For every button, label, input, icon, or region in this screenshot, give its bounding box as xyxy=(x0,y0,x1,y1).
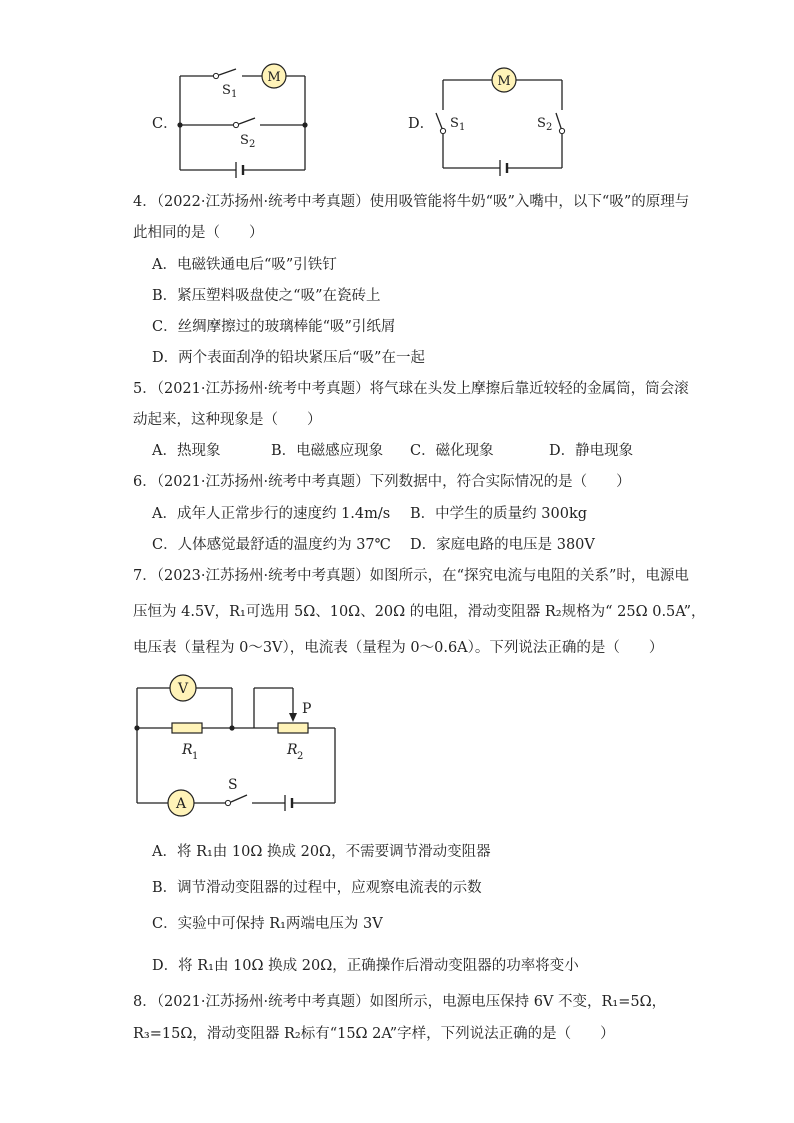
q7-option-a: A．将 R₁由 10Ω 换成 20Ω，不需要调节滑动变阻器 xyxy=(152,844,491,860)
q4-option-c: C．丝绸摩擦过的玻璃棒能“吸”引纸屑 xyxy=(152,319,396,335)
q6-stem: 6．（2021·江苏扬州·统考中考真题）下列数据中，符合实际情况的是（ ） xyxy=(133,474,631,490)
q5-option-b: B．电磁感应现象 xyxy=(271,443,384,459)
option-c-label: C． xyxy=(152,116,178,132)
switch-s-label: S xyxy=(228,777,238,793)
r2-label: R xyxy=(287,742,298,758)
svg-text:1: 1 xyxy=(459,122,466,133)
q4-stem-line1: 4．（2022·江苏扬州·统考中考真题）使用吸管能将牛奶“吸”入嘴中，以下“吸”的原理与 xyxy=(133,194,690,210)
q5-option-a: A．热现象 xyxy=(152,443,221,459)
q7-option-b: B．调节滑动变阻器的过程中，应观察电流表的示数 xyxy=(152,880,482,896)
motor-c-label: M xyxy=(267,70,281,85)
svg-text:2: 2 xyxy=(546,122,553,133)
q7-stem-line3: 电压表（量程为 0～3V），电流表（量程为 0～0.6A）。下列说法正确的是（ ） xyxy=(133,640,664,656)
q6-option-d: D．家庭电路的电压是 380V xyxy=(410,537,595,553)
ammeter-label: A xyxy=(175,796,187,812)
switch-d-s2: S xyxy=(537,116,546,131)
slider-p-label: P xyxy=(302,701,312,717)
option-d-label: D． xyxy=(408,116,435,132)
q5-option-d: D．静电现象 xyxy=(549,443,634,459)
q5-stem-line1: 5．（2021·江苏扬州·统考中考真题）将气球在头发上摩擦后靠近较轻的金属筒，筒会滚 xyxy=(133,381,689,397)
q4-option-b: B．紧压塑料吸盘使之“吸”在瓷砖上 xyxy=(152,288,381,304)
switch-d-s1: S xyxy=(450,116,459,131)
svg-text:2: 2 xyxy=(249,139,256,150)
r1-label: R xyxy=(182,742,193,758)
switch-c-s1: S xyxy=(222,83,231,98)
q4-option-a: A．电磁铁通电后“吸”引铁钉 xyxy=(152,257,337,273)
q6-option-a: A．成年人正常步行的速度约 1.4m/s xyxy=(152,506,391,522)
svg-text:1: 1 xyxy=(192,751,199,762)
svg-text:2: 2 xyxy=(297,751,304,762)
q4-stem-line2: 此相同的是（ ） xyxy=(133,225,264,241)
q8-stem-line2: R₃=15Ω，滑动变阻器 R₂标有“15Ω 2A”字样，下列说法正确的是（ ） xyxy=(133,1026,615,1042)
q6-option-c: C．人体感觉最舒适的温度约为 37℃ xyxy=(152,537,391,553)
q6-option-b: B．中学生的质量约 300kg xyxy=(410,506,588,522)
q7-option-d: D．将 R₁由 10Ω 换成 20Ω，正确操作后滑动变阻器的功率将变小 xyxy=(152,958,579,974)
q7-option-c: C．实验中可保持 R₁两端电压为 3V xyxy=(152,916,383,932)
q5-stem-line2: 动起来，这种现象是（ ） xyxy=(133,412,322,428)
q8-stem-line1: 8．（2021·江苏扬州·统考中考真题）如图所示，电源电压保持 6V 不变，R₁=5Ω， xyxy=(133,994,667,1010)
svg-text:1: 1 xyxy=(231,89,238,100)
voltmeter-label: V xyxy=(177,681,189,697)
q4-option-d: D．两个表面刮净的铅块紧压后“吸”在一起 xyxy=(152,350,425,366)
switch-c-s2: S xyxy=(240,133,249,148)
q7-stem-line2: 压恒为 4.5V，R₁可选用 5Ω、10Ω、20Ω 的电阻，滑动变阻器 R₂规格为“ 25Ω 0.5A”， xyxy=(133,604,706,620)
motor-d-label: M xyxy=(497,74,511,89)
q5-option-c: C．磁化现象 xyxy=(410,443,494,459)
q7-stem-line1: 7．（2023·江苏扬州·统考中考真题）如图所示，在“探究电流与电阻的关系”时，电源电 xyxy=(133,568,689,584)
